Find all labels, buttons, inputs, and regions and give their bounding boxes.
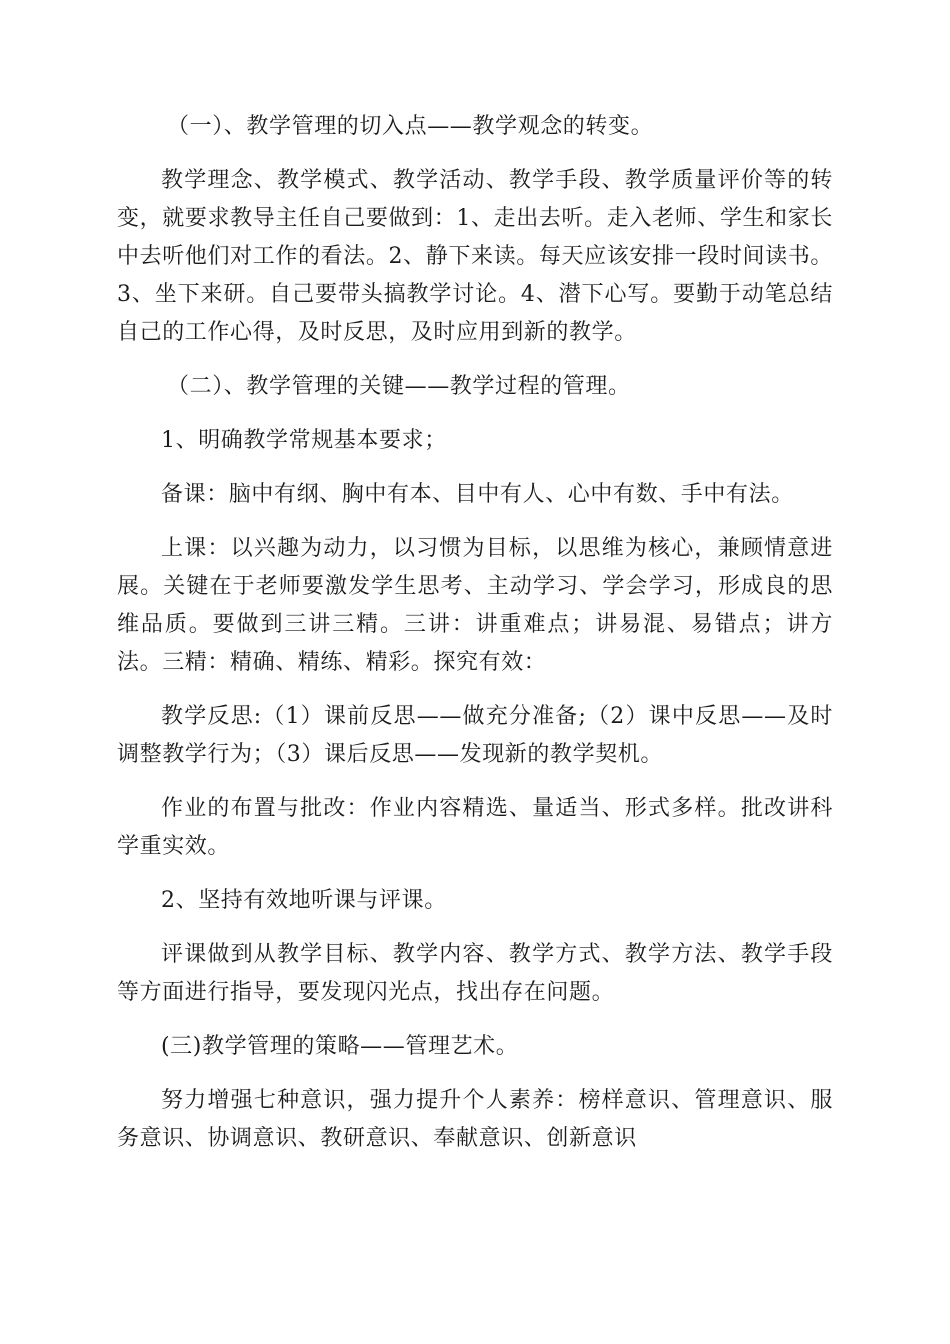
paragraph-routine-requirements: 1、明确教学常规基本要求；	[161, 428, 447, 453]
paragraph-homework: 作业的布置与批改：作业内容精选、量适当、形式多样。批改讲科学重实效。	[117, 796, 833, 859]
paragraph-classroom: 上课：以兴趣为动力，以习惯为目标，以思维为核心，兼顾情意进展。关键在于老师要激发学生思考、主动学习、学会学习，形成良的思维品质。要做到三讲三精。三讲：讲重难点；讲易混、易错点；讲方法。三精：精确、精练、精彩。探究有效：	[117, 536, 833, 675]
paragraph-lesson-prep: 备课：脑中有纲、胸中有本、目中有人、心中有数、手中有法。	[161, 482, 794, 507]
document-body	[117, 108, 833, 1174]
paragraph-awareness: 努力增强七种意识，强力提升个人素养：榜样意识、管理意识、服务意识、协调意识、教研意识、奉献意识、创新意识	[117, 1088, 833, 1151]
paragraph-evaluation: 评课做到从教学目标、教学内容、教学方式、教学方法、教学手段等方面进行指导，要发现闪光点，找出存在问题。	[117, 942, 833, 1005]
section-heading-1: （一）、教学管理的切入点——教学观念的转变。	[167, 114, 654, 139]
section-heading-3: (三)教学管理的策略——管理艺术。	[161, 1034, 519, 1059]
paragraph-reflection: 教学反思:（1）课前反思——做充分准备;（2）课中反思——及时调整教学行为；（3）课后反思——发现新的教学契机。	[117, 704, 833, 767]
paragraph-teaching-concepts: 教学理念、教学模式、教学活动、教学手段、教学质量评价等的转变，就要求教导主任自己要做到：1、走出去听。走入老师、学生和家长中去听他们对工作的看法。2、静下来读。每天应该安排一段时间读书。3、坐下来研。自己要带头搞教学讨论。4、潜下心写。要勤于动笔总结自己的工作心得，及时反思，及时应用到新的教学。	[117, 168, 833, 345]
section-heading-2: （二）、教学管理的关键——教学过程的管理。	[167, 374, 631, 399]
paragraph-observation: 2、坚持有效地听课与评课。	[161, 888, 447, 913]
